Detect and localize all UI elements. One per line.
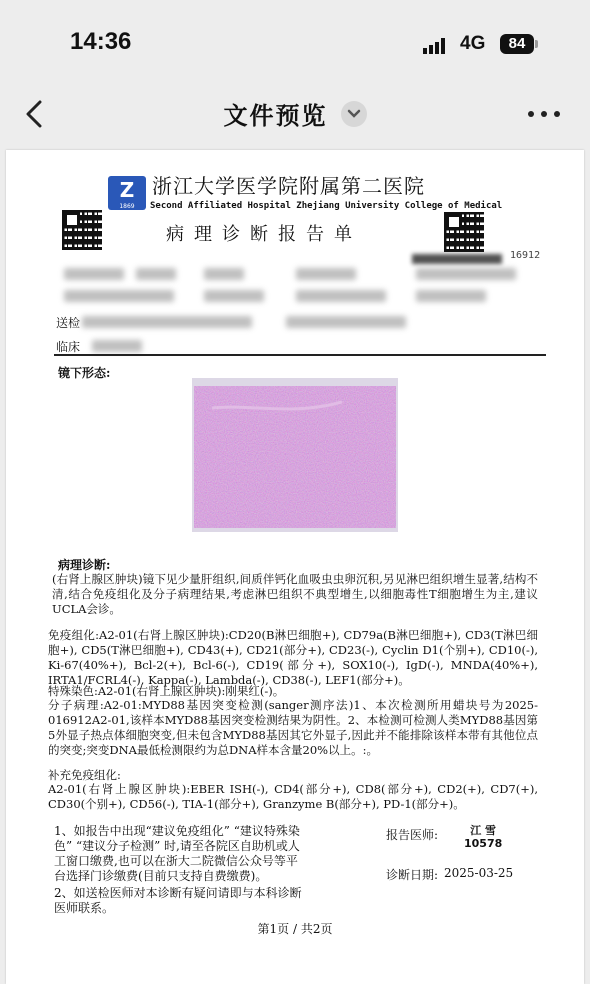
doctor-label: 报告医师: (386, 828, 439, 842)
footnote-1: 1、如报告中出现“建议免疫组化” “建议特殊染色” “建议分子检测” 时,请至各院区自助机或人工窗口缴费,也可以在浙大二院微信公众号等平台选择门诊缴费(目前只支持自费缴费)。 (54, 824, 300, 883)
molecular-text: 分子病理:A2-01:MYD88基因突变检测(sanger测序法)1、本次检测所用蜡块号为2025-016912A2-01,该样本MYD88基因突变检测结果为阴性。2、本检测可检测人类MYD88基因第5外显子热点体细胞突变,但未包含MYD88基因其它外显子,因此并不能排除该样本带有其他位点的突变;突变DNA最低检测限约为总DNA样本含量20%以上。:。 (48, 698, 538, 757)
supp-heading: 补充免疫组化: (48, 768, 121, 782)
microscopy-image (192, 378, 398, 532)
page-title: 文件预览 (223, 102, 328, 130)
supp-ihc-text: A2-01(右肾上腺区肿块):EBER ISH(-), CD4(部分+), CD8(部分+), CD2(+), CD7(+), CD30(个别+), CD56(-), TIA-1(部分+), Granzyme B(部分+), PD-1(部分+)。 (48, 782, 538, 811)
document-preview[interactable] (6, 150, 584, 984)
status-time: 14:36 (70, 28, 132, 55)
diagnosis-text: (右肾上腺区肿块)镜下见少量肝组织,间质伴钙化血吸虫虫卵沉积,另见淋巴组织增生显著,结构不清,结合免疫组化及分子病理结果,考虑淋巴组织不典型增生,以细胞毒性T细胞增生为主,建议UCLA会诊。 (52, 572, 538, 616)
date-label: 诊断日期: (386, 868, 439, 882)
doctor-signature: 江 雪 10578 (464, 824, 503, 850)
battery-icon: 84 (500, 34, 534, 54)
divider (54, 354, 546, 356)
nav-bar (0, 88, 590, 140)
network-type: 4G (460, 33, 486, 54)
nav-title-group[interactable] (0, 96, 590, 131)
report-title: 病理诊断报告单 (166, 224, 362, 245)
qr-code-icon (444, 212, 484, 252)
hospital-name-en: Second Affiliated Hospital Zhejiang University College of Medical (150, 201, 503, 211)
signal-strength-icon (423, 38, 453, 54)
status-bar (0, 0, 590, 88)
special-stain-text: 特殊染色:A2-01(右肾上腺区肿块):刚果红(-)。 (48, 684, 285, 698)
more-options-icon[interactable] (528, 104, 560, 124)
label-send: 送检 (56, 316, 81, 330)
qr-code-icon (62, 210, 102, 250)
chevron-down-icon[interactable] (341, 101, 367, 127)
ihc-text: 免疫组化:A2-01(右肾上腺区肿块):CD20(B淋巴细胞+), CD79a(B淋巴细胞+), CD3(T淋巴细胞+), CD5(T淋巴细胞+), CD43(+), CD21(部分+), CD23(-), Cyclin D1(个别+), CD10(-), Ki-67(40%+), Bcl-2(+), Bcl-6(-), CD19(部分+), SOX10(-), IgD(-), MNDA(40%+), IRTA1/FCRL4(-), Kappa(-), Lambda(-), CD38(-), LEF1(部分+)。 (48, 628, 538, 687)
hospital-name-cn: 浙江大学医学院附属第二医院 (152, 174, 425, 198)
diagnosis-date: 2025-03-25 (444, 866, 514, 880)
label-clinical: 临床 (56, 340, 81, 354)
report-number: 16912 (510, 250, 541, 261)
page-indicator: 第1页 / 共2页 (257, 922, 333, 936)
diagnosis-heading: 病理诊断: (58, 558, 111, 572)
micro-heading: 镜下形态: (58, 366, 111, 380)
footnote-2: 2、如送检医师对本诊断有疑问请即与本科诊断医师联系。 (54, 886, 302, 915)
redacted-block (412, 254, 502, 264)
hospital-logo: Z 1869 (108, 176, 146, 210)
